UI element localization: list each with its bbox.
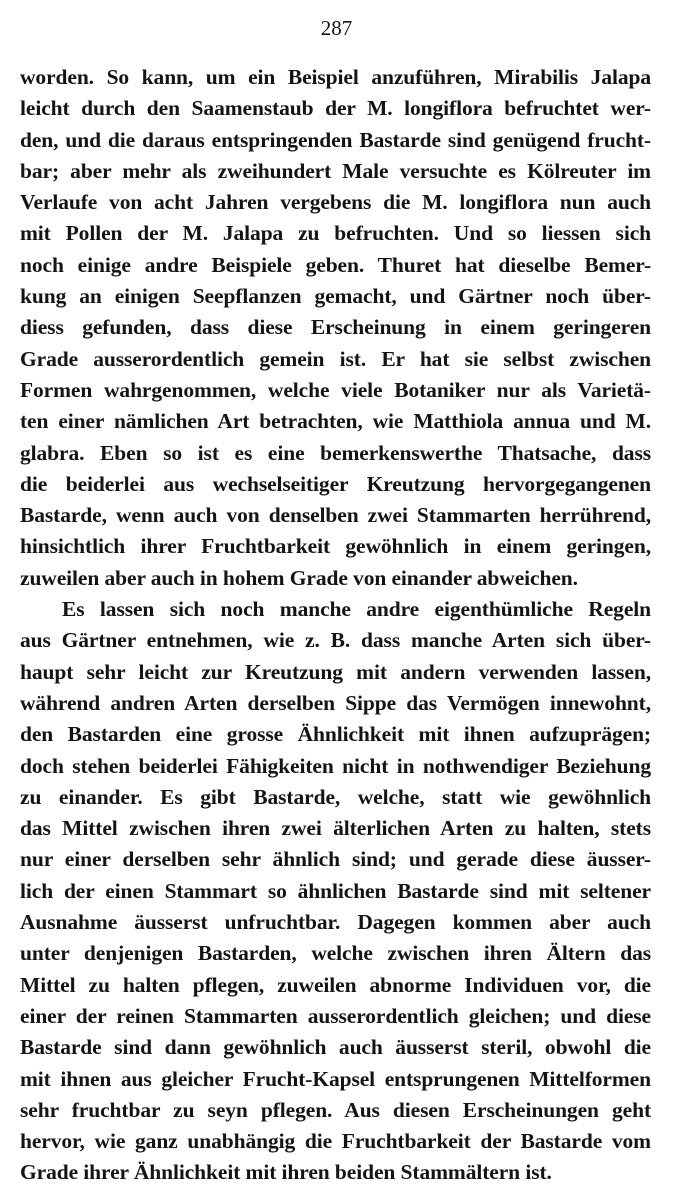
text-line: diess gefunden, dass diese Erscheinung in einem geringeren (20, 315, 651, 340)
text-line: haupt sehr leicht zur Kreutzung mit andern verwenden lassen, (20, 659, 651, 684)
text-line: glabra. Eben so ist es eine bemerkenswerthe Thatsache, dass (20, 440, 651, 465)
text-line: unter denjenigen Bastarden, welche zwischen ihren Ältern das (20, 941, 651, 966)
text-line: Bastarde sind dann gewöhnlich auch äusserst steril, obwohl die (20, 1035, 651, 1060)
text-line: während andren Arten derselben Sippe das Vermögen innewohnt, (20, 690, 651, 715)
text-line: hervor, wie ganz unabhängig die Fruchtbarkeit der Bastarde vom (20, 1129, 651, 1154)
body-text (20, 62, 651, 1189)
text-line: kung an einigen Seepflanzen gemacht, und Gärtner noch über- (20, 284, 651, 309)
paragraph-start-line: Es lassen sich noch manche andre eigenthümliche Regeln (62, 597, 651, 622)
text-line: sehr fruchtbar zu seyn pflegen. Aus diesen Erscheinungen geht (20, 1097, 651, 1122)
text-line: Verlaufe von acht Jahren vergebens die M. longiflora nun auch (20, 190, 651, 215)
text-line: mit Pollen der M. Jalapa zu befruchten. Und so liessen sich (20, 221, 651, 246)
text-line: Bastarde, wenn auch von denselben zwei Stammarten herrührend, (20, 503, 651, 528)
paragraph-end-line: Grade ihrer Ähnlichkeit mit ihren beiden Stammältern ist. (20, 1160, 552, 1185)
text-line: zu einander. Es gibt Bastarde, welche, statt wie gewöhnlich (20, 784, 651, 809)
text-line: einer der reinen Stammarten ausserordentlich gleichen; und diese (20, 1003, 651, 1028)
text-line: nur einer derselben sehr ähnlich sind; und gerade diese äusser- (20, 847, 651, 872)
text-line: mit ihnen aus gleicher Frucht-Kapsel entsprungenen Mittelformen (20, 1066, 651, 1091)
text-line: bar; aber mehr als zweihundert Male versuchte es Kölreuter im (20, 158, 651, 183)
text-line: das Mittel zwischen ihren zwei älterlichen Arten zu halten, stets (20, 816, 651, 841)
text-line: Formen wahrgenommen, welche viele Botaniker nur als Varietä- (20, 377, 651, 402)
text-line: den Bastarden eine grosse Ähnlichkeit mit ihnen aufzuprägen; (20, 722, 651, 747)
text-line: ten einer nämlichen Art betrachten, wie Matthiola annua und M. (20, 409, 651, 434)
text-line: Mittel zu halten pflegen, zuweilen abnorme Individuen vor, die (20, 972, 651, 997)
text-line: Grade ausserordentlich gemein ist. Er hat sie selbst zwischen (20, 346, 651, 371)
text-line: lich der einen Stammart so ähnlichen Bastarde sind mit seltener (20, 878, 651, 903)
text-line: noch einige andre Beispiele geben. Thuret hat dieselbe Bemer- (20, 252, 651, 277)
paragraph-end-line: zuweilen aber auch in hohem Grade von einander abweichen. (20, 565, 578, 590)
text-line: aus Gärtner entnehmen, wie z. B. dass manche Arten sich über- (20, 628, 651, 653)
text-line: worden. So kann, um ein Beispiel anzuführen, Mirabilis Jalapa (20, 65, 651, 89)
text-line: hinsichtlich ihrer Fruchtbarkeit gewöhnlich in einem geringen, (20, 534, 651, 559)
text-line: die beiderlei aus wechselseitiger Kreutzung hervorgegangenen (20, 471, 651, 496)
text-line: den, und die daraus entspringenden Bastarde sind genügend frucht- (20, 127, 651, 152)
text-line: doch stehen beiderlei Fähigkeiten nicht in nothwendiger Beziehung (20, 753, 651, 778)
text-line: Ausnahme äusserst unfruchtbar. Dagegen kommen aber auch (20, 910, 651, 935)
text-line: leicht durch den Saamenstaub der M. longiflora befruchtet wer- (20, 96, 651, 121)
page-number: 287 (320, 16, 353, 40)
